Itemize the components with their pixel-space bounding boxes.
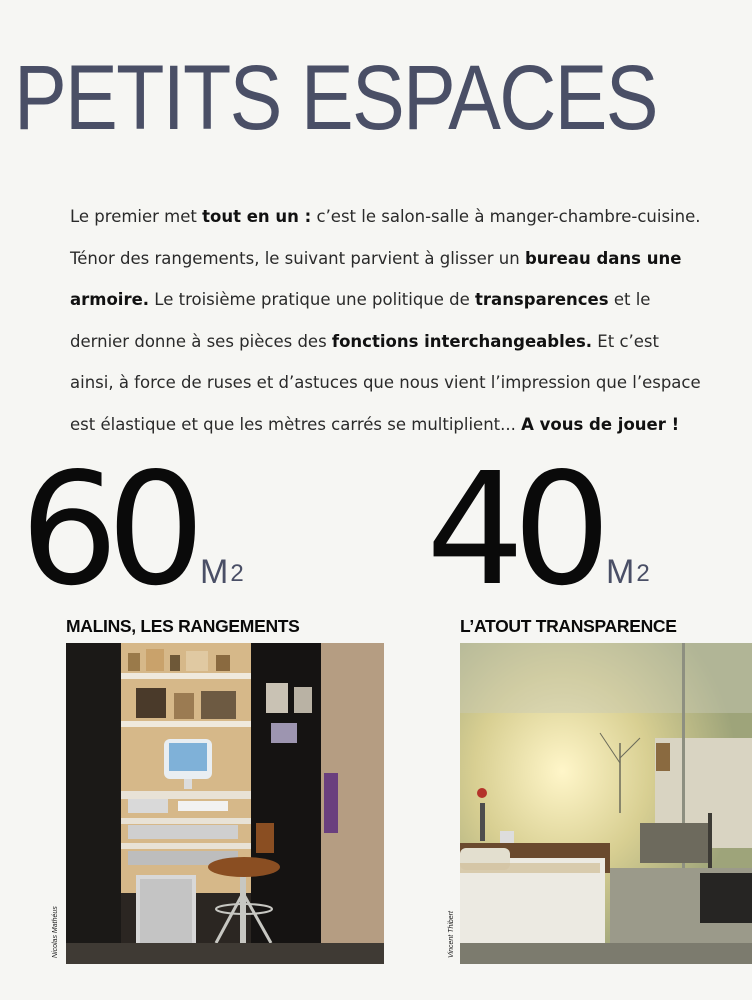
unit-label: M bbox=[606, 553, 635, 591]
intro-bold-text: armoire. bbox=[70, 290, 150, 309]
photo-glass-bedroom bbox=[460, 643, 752, 964]
surface-number-60: 60 bbox=[20, 439, 194, 620]
intro-bold-text: fonctions interchangeables. bbox=[331, 331, 593, 351]
intro-line bbox=[70, 238, 720, 280]
section-heading-rangements: MALINS, LES RANGEMENTS bbox=[66, 616, 300, 636]
intro-text: Et c’est bbox=[592, 331, 659, 351]
photo-closet-office bbox=[66, 643, 384, 964]
page-title: PETITS ESPACES bbox=[14, 47, 657, 149]
photo-credit-2: Vincent Thibert bbox=[448, 911, 455, 958]
intro-text: ainsi, à force de ruses et d’astuces que nous vient l’impression que l’espace bbox=[70, 373, 701, 392]
intro-text: Le troisième pratique une politique de bbox=[149, 290, 476, 309]
intro-text: et le bbox=[608, 290, 651, 309]
intro-line bbox=[70, 196, 720, 238]
intro-bold-text: A vous de jouer ! bbox=[521, 414, 680, 434]
unit-exponent: 2 bbox=[230, 560, 244, 587]
intro-paragraph bbox=[70, 196, 720, 445]
intro-line bbox=[70, 362, 720, 404]
intro-bold-text: tout en un : bbox=[202, 207, 312, 226]
intro-text: Le premier met bbox=[70, 207, 203, 226]
intro-bold-text: transparences bbox=[475, 290, 609, 309]
intro-text: dernier donne à ses pièces des bbox=[70, 331, 332, 351]
intro-line bbox=[70, 321, 720, 363]
surface-number-40: 40 bbox=[426, 439, 600, 620]
unit-label: M bbox=[200, 553, 229, 591]
surface-unit-40 bbox=[606, 555, 650, 589]
photo-credit-1: Nicolas Mathéus bbox=[52, 906, 59, 958]
intro-line bbox=[70, 279, 720, 321]
section-heading-transparence: L’ATOUT TRANSPARENCE bbox=[460, 616, 677, 636]
intro-text: est élastique et que les mètres carrés se multiplient... bbox=[70, 414, 522, 434]
intro-bold-text: bureau dans une bbox=[524, 248, 682, 268]
unit-exponent: 2 bbox=[636, 560, 650, 587]
intro-text: c’est le salon-salle à manger-chambre-cuisine. bbox=[311, 207, 701, 226]
surface-unit-60 bbox=[200, 555, 244, 589]
intro-text: Ténor des rangements, le suivant parvient à glisser un bbox=[70, 248, 525, 268]
